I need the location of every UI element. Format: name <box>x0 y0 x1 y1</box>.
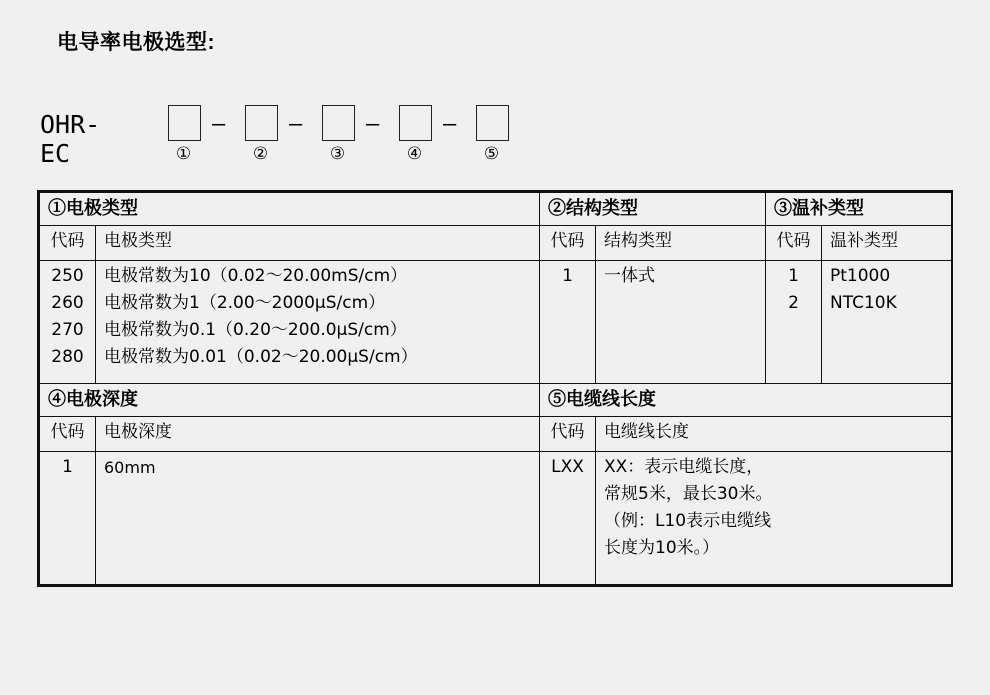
names-structure-type <box>596 261 766 384</box>
model-slot-1[interactable] <box>168 105 201 141</box>
model-marker-1: ① <box>175 144 192 164</box>
name-temp-1: Pt1000 <box>830 266 891 286</box>
name-270: 电极常数为0.1（0.20～200.0μS/cm） <box>104 320 407 340</box>
codes-structure-type <box>540 261 596 384</box>
model-slot-2[interactable] <box>245 105 278 141</box>
codes-cable-length <box>540 452 596 585</box>
code-depth-1: 1 <box>62 457 73 477</box>
header-electrode-type: ①电极类型 <box>40 193 540 226</box>
table-row <box>40 384 952 417</box>
header-electrode-depth: ④电极深度 <box>40 384 540 417</box>
model-prefix: OHR-EC <box>40 110 101 168</box>
model-marker-2: ② <box>252 144 269 164</box>
subheader-code-4: 代码 <box>40 417 96 452</box>
model-marker-5: ⑤ <box>483 144 500 164</box>
name-280: 电极常数为0.01（0.02～20.00μS/cm） <box>104 347 418 367</box>
table-row <box>40 417 952 452</box>
table-row <box>40 193 952 226</box>
name-temp-2: NTC10K <box>830 293 897 313</box>
name-260: 电极常数为1（2.00～2000μS/cm） <box>104 293 386 313</box>
model-dash-3: — <box>366 112 380 137</box>
names-temp-comp-type <box>822 261 952 384</box>
names-cable-length <box>596 452 952 585</box>
code-250: 250 <box>51 266 84 286</box>
code-temp-1: 1 <box>788 266 799 286</box>
subheader-code-5: 代码 <box>540 417 596 452</box>
model-dash-2: — <box>289 112 303 137</box>
cable-note-line-2: 常规5米，最长30米。 <box>604 484 773 504</box>
codes-temp-comp-type <box>766 261 822 384</box>
name-depth-1: 60mm <box>104 458 156 477</box>
selection-table <box>37 190 953 587</box>
table-row <box>40 226 952 261</box>
model-dash-4: — <box>443 112 457 137</box>
name-structure-1: 一体式 <box>604 266 655 286</box>
name-250: 电极常数为10（0.02～20.00mS/cm） <box>104 266 408 286</box>
code-280: 280 <box>51 347 84 367</box>
code-cable-lxx: LXX <box>551 457 584 477</box>
subheader-name-4: 电极深度 <box>96 417 540 452</box>
selection-table-grid <box>39 192 952 585</box>
model-slot-4[interactable] <box>399 105 432 141</box>
cable-note-line-3: （例：L10表示电缆线 <box>604 511 772 531</box>
subheader-name-3: 温补类型 <box>822 226 952 261</box>
model-slot-3[interactable] <box>322 105 355 141</box>
model-dash-1: — <box>212 112 226 137</box>
model-marker-3: ③ <box>329 144 346 164</box>
codes-electrode-type <box>40 261 96 384</box>
subheader-name-2: 结构类型 <box>596 226 766 261</box>
model-marker-4: ④ <box>406 144 423 164</box>
names-electrode-depth <box>96 452 540 585</box>
subheader-code-3: 代码 <box>766 226 822 261</box>
code-260: 260 <box>51 293 84 313</box>
subheader-name-5: 电缆线长度 <box>596 417 952 452</box>
code-temp-2: 2 <box>788 293 799 313</box>
subheader-name-1: 电极类型 <box>96 226 540 261</box>
names-electrode-type <box>96 261 540 384</box>
codes-electrode-depth <box>40 452 96 585</box>
header-structure-type: ②结构类型 <box>540 193 766 226</box>
code-270: 270 <box>51 320 84 340</box>
subheader-code-2: 代码 <box>540 226 596 261</box>
model-slot-5[interactable] <box>476 105 509 141</box>
page-title: 电导率电极选型: <box>57 31 215 54</box>
cable-note-line-1: XX：表示电缆长度， <box>604 457 764 477</box>
subheader-code-1: 代码 <box>40 226 96 261</box>
code-structure-1: 1 <box>562 266 573 286</box>
header-temp-comp-type: ③温补类型 <box>766 193 952 226</box>
table-row <box>40 452 952 585</box>
header-cable-length: ⑤电缆线长度 <box>540 384 952 417</box>
cable-note-line-4: 长度为10米。） <box>604 538 720 558</box>
table-row <box>40 261 952 384</box>
